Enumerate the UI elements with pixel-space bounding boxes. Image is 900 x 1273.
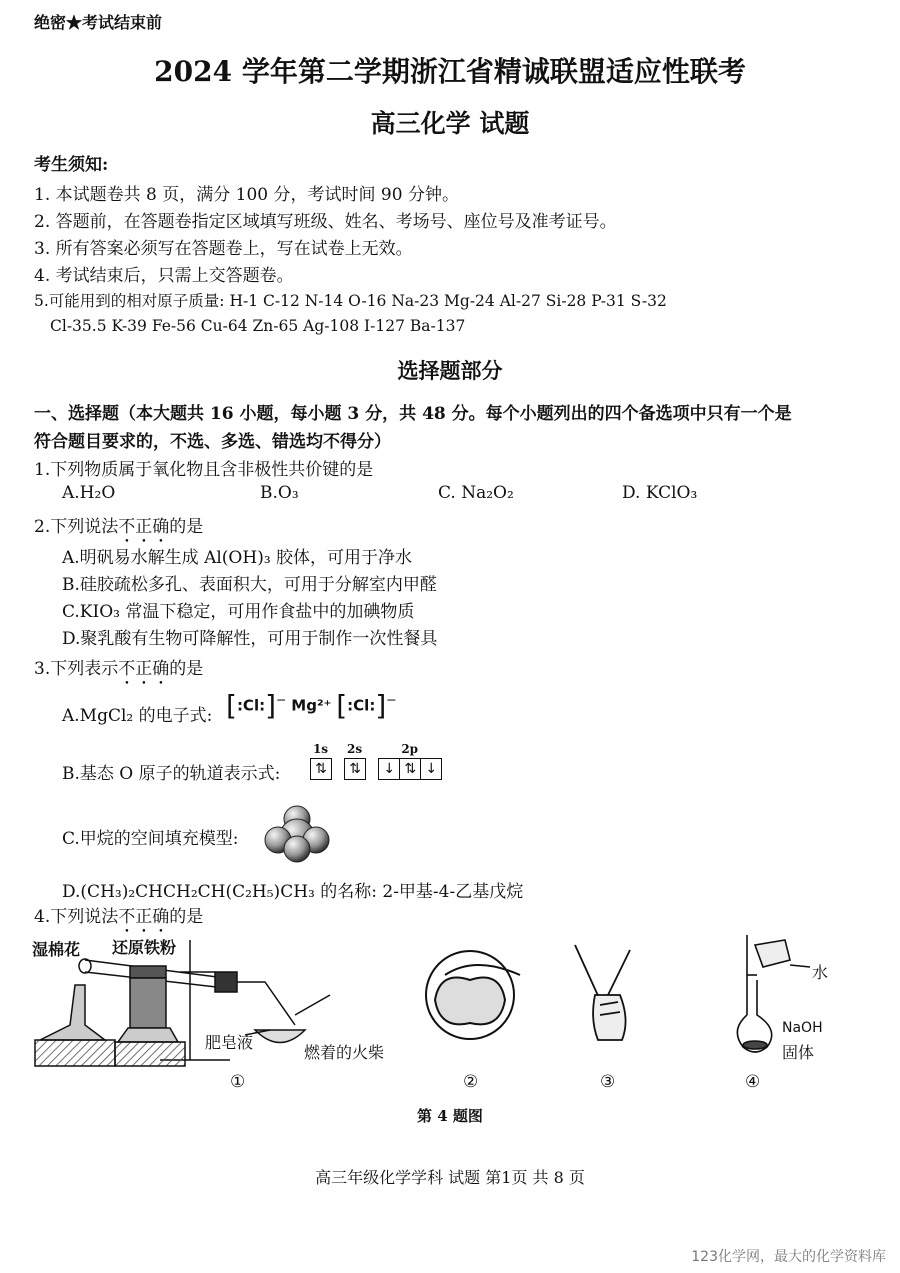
label-wet-cotton: 湿棉花 <box>32 940 81 959</box>
watermark: 123化学网，最大的化学资料库 <box>691 1249 886 1265</box>
stem-emphasis: 不正确 <box>118 517 170 537</box>
chloride-ion: :Cl: <box>347 696 376 715</box>
question-1-stem: 1.下列物质属于氧化物且含非极性共价键的是 <box>34 460 374 480</box>
stem-text: 4.下列说法 <box>34 907 119 927</box>
section-title: 选择题部分 <box>397 358 503 383</box>
exam-title: 2024 学年第二学期浙江省精诚联盟适应性联考 <box>154 55 746 88</box>
q3-option-a-label: A.MgCl₂ 的电子式: <box>62 706 213 726</box>
q1-option-d: D. KClO₃ <box>622 483 698 503</box>
q3-option-c-label: C.甲烷的空间填充模型: <box>62 829 239 849</box>
label-iron-powder: 还原铁粉 <box>112 938 177 957</box>
figure-number-1: ① <box>230 1072 246 1092</box>
stem-text: 的是 <box>169 907 204 927</box>
apparatus-3-image <box>560 940 640 1050</box>
apparatus-1-image <box>30 930 420 1070</box>
q2-option-c: C.KIO₃ 常温下稳定，可用作食盐中的加碘物质 <box>62 602 415 622</box>
notice-item: 3. 所有答案必须写在答题卷上，写在试卷上无效。 <box>34 239 413 259</box>
figure-number-2: ② <box>463 1072 479 1092</box>
label-naoh: NaOH <box>782 1020 823 1036</box>
orbital-2p: 2p ↓ ⇅ ↓ <box>378 742 441 780</box>
electron-formula: [:Cl:]− Mg²⁺ [:Cl:]− <box>226 689 397 722</box>
notice-item: 5.可能用到的相对原子质量: H-1 C-12 N-14 O-16 Na-23 Mg-24 Al-27 Si-28 P-31 S-32 <box>34 292 667 310</box>
chloride-ion: :Cl: <box>236 696 266 715</box>
methane-model-image <box>262 804 332 864</box>
q1-option-b: B.O₃ <box>260 483 299 503</box>
orbital-2s: 2s ⇅ <box>344 742 365 780</box>
notice-item: 2. 答题前，在答题卷指定区域填写班级、姓名、考场号、座位号及准考证号。 <box>34 212 617 232</box>
label-water: 水 <box>812 963 829 982</box>
stem-text: 的是 <box>169 517 204 537</box>
notice-item: 4. 考试结束后，只需上交答题卷。 <box>34 266 294 286</box>
q1-option-a: A.H₂O <box>62 483 116 503</box>
q2-option-b: B.硅胶疏松多孔、表面积大，可用于分解室内甲醛 <box>62 575 437 595</box>
part-heading: 一、选择题（本大题共 16 小题，每小题 3 分，共 48 分。每个小题列出的四个备选项中只有一个是 <box>34 404 792 424</box>
label-burning-match: 燃着的火柴 <box>304 1043 385 1062</box>
q2-option-d: D.聚乳酸有生物可降解性，可用于制作一次性餐具 <box>62 629 438 649</box>
question-2-stem <box>34 512 203 547</box>
figure-caption: 第 4 题图 <box>417 1107 483 1125</box>
q2-option-a: A.明矾易水解生成 Al(OH)₃ 胶体，可用于净水 <box>62 548 413 568</box>
figure-number-3: ③ <box>600 1072 616 1092</box>
q1-option-c: C. Na₂O₂ <box>438 483 514 503</box>
stem-text: 3.下列表示 <box>34 659 119 679</box>
stem-emphasis: 不正确 <box>118 659 170 679</box>
orbital-1s: 1s ⇅ <box>310 742 331 780</box>
secret-label: 绝密★考试结束前 <box>34 13 163 32</box>
q3-option-b-label: B.基态 O 原子的轨道表示式: <box>62 764 281 784</box>
label-soap-solution: 肥皂液 <box>205 1033 254 1052</box>
page-footer: 高三年级化学学科 试题 第1页 共 8 页 <box>315 1168 585 1187</box>
notice-item: Cl-35.5 K-39 Fe-56 Cu-64 Zn-65 Ag-108 I-127 Ba-137 <box>50 317 466 335</box>
orbital-diagram <box>310 742 449 780</box>
notice-heading: 考生须知: <box>34 155 109 175</box>
question-3-stem <box>34 654 203 689</box>
stem-text: 的是 <box>169 659 204 679</box>
figure-number-4: ④ <box>745 1072 761 1092</box>
q3-option-d: D.(CH₃)₂CHCH₂CH(C₂H₅)CH₃ 的名称: 2-甲基-4-乙基戊烷 <box>62 882 524 902</box>
notice-item: 1. 本试题卷共 8 页，满分 100 分，考试时间 90 分钟。 <box>34 185 459 205</box>
label-solid: 固体 <box>782 1043 815 1062</box>
exam-subtitle: 高三化学 试题 <box>370 109 530 138</box>
part-heading: 符合题目要求的，不选、多选、错选均不得分） <box>34 432 391 452</box>
magnesium-ion: Mg²⁺ <box>291 696 332 715</box>
stem-text: 2.下列说法 <box>34 517 119 537</box>
apparatus-2-image <box>415 945 525 1045</box>
stem-emphasis: 不正确 <box>118 907 170 927</box>
